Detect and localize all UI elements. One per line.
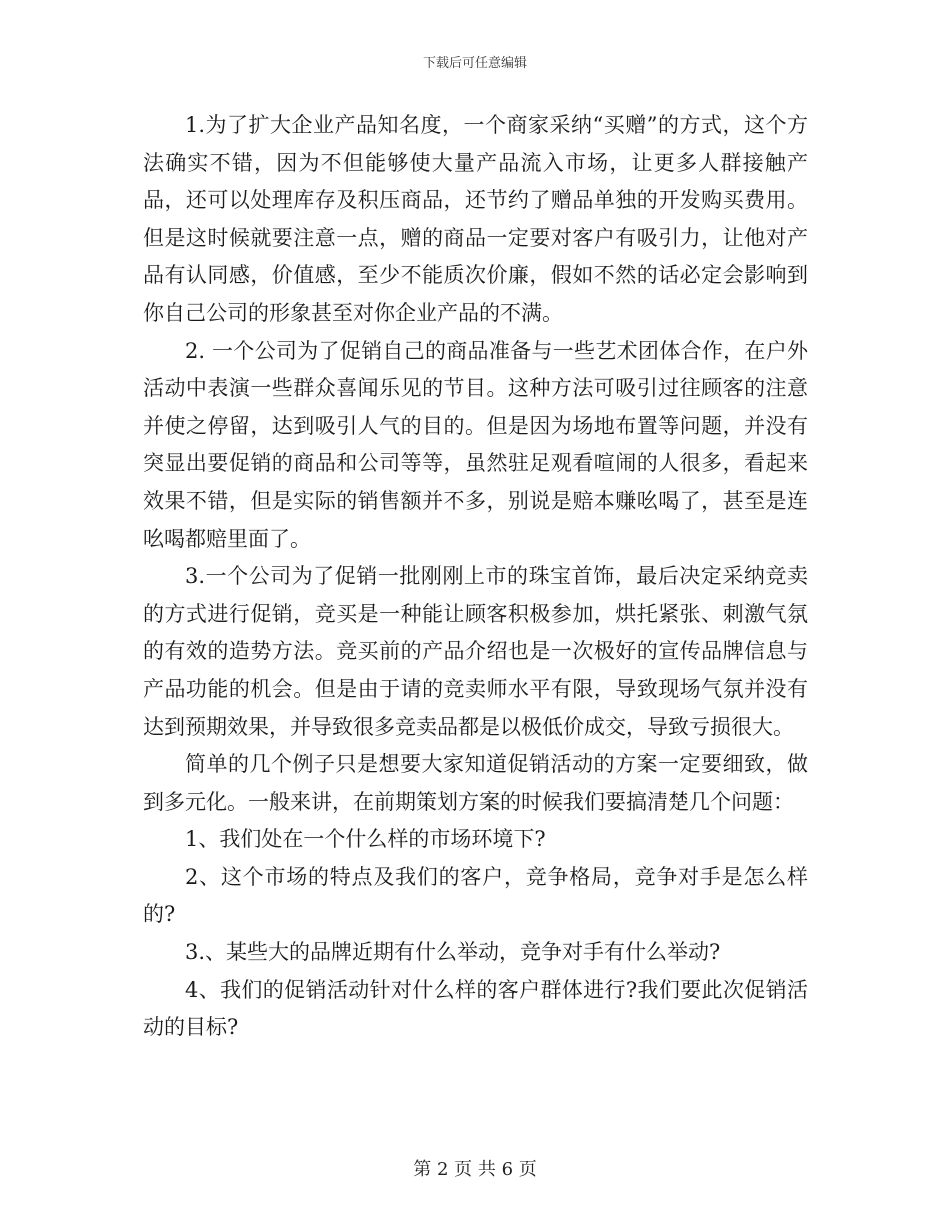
document-body — [143, 107, 808, 1047]
page-header-note: 下载后可任意编辑 — [422, 56, 527, 71]
paragraph-summary: 简单的几个例子只是想要大家知道促销活动的方案一定要细致，做到多元化。一般来讲，在前期策划方案的时候我们要搞清楚几个问题： — [143, 752, 808, 814]
question-item-4: 4、我们的促销活动针对什么样的客户群体进行?我们要此次促销活动的目标? — [143, 977, 808, 1040]
question-item-3: 3.、某些大的品牌近期有什么举动，竞争对手有什么举动? — [185, 940, 721, 965]
paragraph-example-3: 3.一个公司为了促销一批刚刚上市的珠宝首饰，最后决定采纳竞卖的方式进行促销，竞买是一种能让顾客积极参加，烘托紧张、刺激气氛的有效的造势方法。竞买前的产品介绍也是一次极好的宣传品牌信息与产品功能的机会。但是由于请的竞卖师水平有限，导致现场气氛并没有达到预期效果，并导致很多竞卖品都是以极低价成交，导致亏损很大。 — [143, 564, 808, 739]
page-number: 第 2 页 共 6 页 — [413, 1159, 537, 1180]
question-item-2: 2、这个市场的特点及我们的客户，竞争格局，竞争对手是怎么样的? — [143, 864, 808, 927]
question-item-1: 1、我们处在一个什么样的市场环境下? — [185, 827, 546, 852]
paragraph-example-2: 2. 一个公司为了促销自己的商品准备与一些艺术团体合作，在户外活动中表演一些群众喜闻乐见的节目。这种方法可吸引过往顾客的注意并使之停留，达到吸引人气的目的。但是因为场地布置等问题，并没有突显出要促销的商品和公司等等，虽然驻足观看喧闹的人很多，看起来效果不错，但是实际的销售额并不多，别说是赔本赚吆喝了，甚至是连吆喝都赔里面了。 — [143, 338, 808, 551]
paragraph-example-1: 1.为了扩大企业产品知名度，一个商家采纳“买赠”的方式，这个方法确实不错，因为不但能够使大量产品流入市场，让更多人群接触产品，还可以处理库存及积压商品，还节约了赠品单独的开发购买费用。但是这时候就要注意一点，赠的商品一定要对客户有吸引力，让他对产品有认同感，价值感，至少不能质次价廉，假如不然的话必定会影响到你自己公司的形象甚至对你企业产品的不满。 — [143, 113, 808, 325]
